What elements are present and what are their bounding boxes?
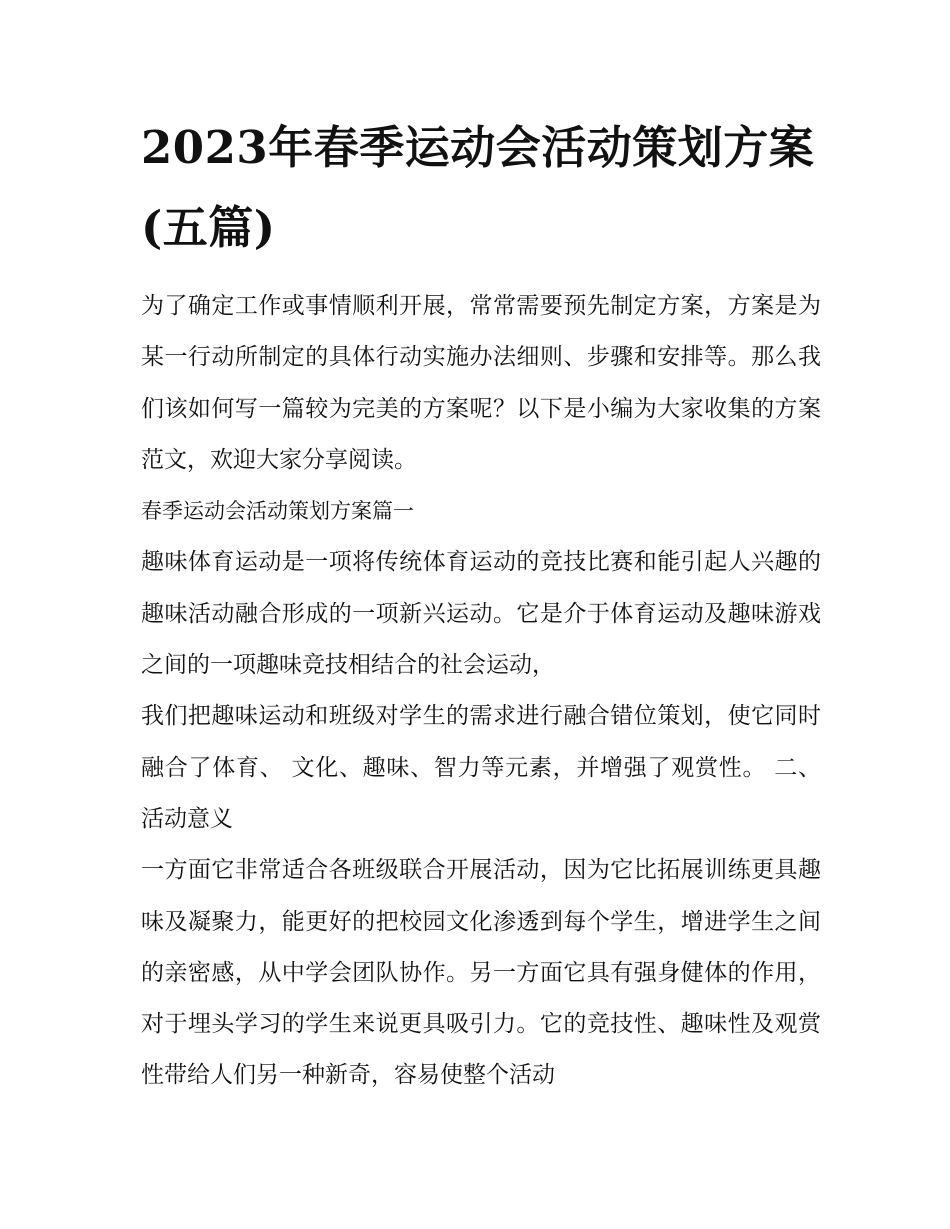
document-title: 2023年春季运动会活动策划方案(五篇) [141, 121, 815, 254]
body-paragraph: 趣味体育运动是一项将传统体育运动的竞技比赛和能引起人兴趣的趣味活动融合形成的一项新兴运动。它是介于体育运动及趣味游戏之间的一项趣味竞技相结合的社会运动， [141, 549, 821, 679]
document-content [141, 108, 821, 1102]
intro-paragraph: 为了确定工作或事情顺利开展，常常需要预先制定方案，方案是为某一行动所制定的具体行动实施办法细则、步骤和安排等。那么我们该如何写一篇较为完美的方案呢？以下是小编为大家收集的方案范文，欢迎大家分享阅读。 [141, 293, 821, 473]
body-paragraph: 我们把趣味运动和班级对学生的需求进行融合错位策划，使它同时融合了体育、 文化、趣味、智力等元素，并增强了观赏性。 二、活动意义 [141, 703, 821, 832]
body-paragraph: 一方面它非常适合各班级联合开展活动，因为它比拓展训练更具趣味及凝聚力，能更好的把校园文化渗透到每个学生，增进学生之间的亲密感，从中学会团队协作。另一方面它具有强身健体的作用，对于埋头学习的学生来说更具吸引力。它的竞技性、趣味性及观赏性带给人们另一种新奇，容易使整个活动 [141, 857, 821, 1089]
section-heading: 春季运动会活动策划方案篇一 [141, 499, 414, 524]
